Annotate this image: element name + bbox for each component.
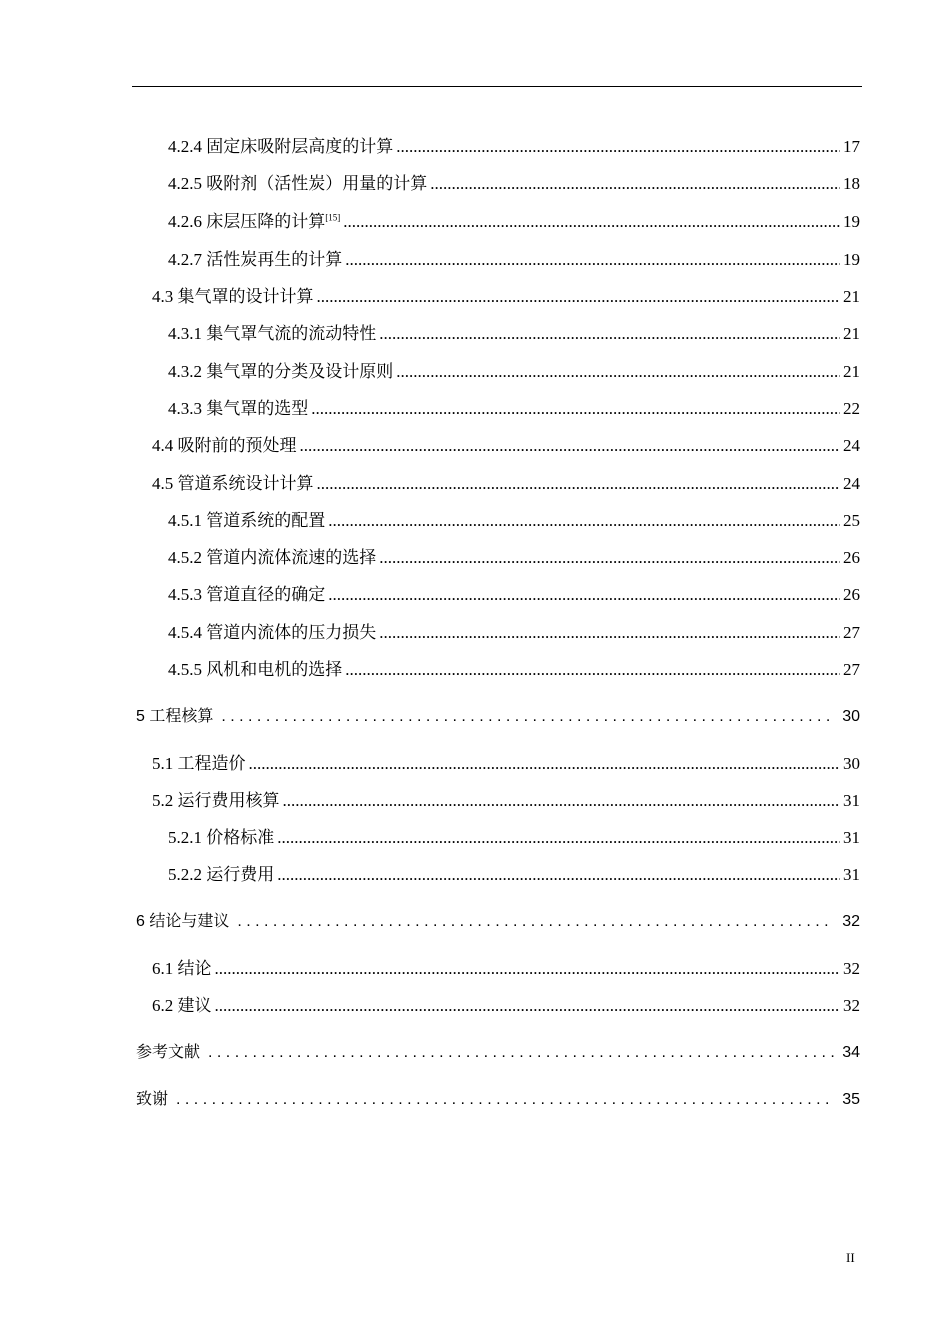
toc-entry-page: 32 <box>843 996 860 1015</box>
toc-entry-label: 5.2 运行费用核算 <box>152 791 280 810</box>
toc-entry-label: 参考文献 <box>136 1044 201 1061</box>
toc-entry-page: 27 <box>843 660 860 679</box>
toc-entry-label: 6.1 结论 <box>152 959 212 978</box>
toc-entry-4-3-3[interactable] <box>168 397 860 421</box>
toc-entry-page: 32 <box>843 959 860 978</box>
toc-entry-page: 24 <box>843 436 860 455</box>
toc-entry-label: 4.2.4 固定床吸附层高度的计算 <box>168 137 394 156</box>
toc-leader-dots <box>343 210 840 234</box>
toc-leader-dots <box>328 509 840 533</box>
toc-entry-label: 4.4 吸附前的预处理 <box>152 436 297 455</box>
page-number: II <box>846 1250 855 1265</box>
toc-entry-page: 26 <box>843 585 860 604</box>
toc-leader-dots <box>430 172 840 196</box>
toc-entry-page: 27 <box>843 623 860 642</box>
toc-entry-label: 4.5.3 管道直径的确定 <box>168 585 326 604</box>
toc-entry-label: 4.5.4 管道内流体的压力损失 <box>168 623 377 642</box>
toc-leader-dots <box>277 826 840 850</box>
toc-entry-4-3-2[interactable] <box>168 360 860 384</box>
toc-entry-label: 4.3 集气罩的设计计算 <box>152 287 314 306</box>
toc-entry-4-2-5[interactable] <box>168 172 860 196</box>
toc-leader-dots <box>249 752 841 776</box>
toc-entry-page: 17 <box>843 137 860 156</box>
toc-entry-4-3-1[interactable] <box>168 322 860 346</box>
toc-entry-4-2-6[interactable] <box>168 210 860 234</box>
toc-leader-dots <box>396 360 840 384</box>
toc-entry-5-1[interactable] <box>152 752 860 776</box>
toc-entry-page: 19 <box>843 212 860 231</box>
toc-leader-dots <box>345 658 840 682</box>
toc-entry-acknowledgements[interactable] <box>136 1088 860 1112</box>
toc-leader-dots <box>345 248 840 272</box>
toc-entry-label: 4.2.7 活性炭再生的计算 <box>168 250 343 269</box>
toc-leader-dots <box>379 621 840 645</box>
toc-entry-page: 30 <box>843 754 860 773</box>
toc-entry-label: 5 工程核算 <box>136 708 214 725</box>
toc-entry-page: 21 <box>843 324 860 343</box>
toc-entry-page: 31 <box>843 865 860 884</box>
toc-leader-dots <box>221 705 834 729</box>
toc-entry-page: 32 <box>842 913 860 930</box>
toc-entry-6-2[interactable] <box>152 994 860 1018</box>
toc-entry-4-5-4[interactable] <box>168 621 860 645</box>
toc-entry-page: 35 <box>842 1091 860 1108</box>
toc-leader-dots <box>300 434 841 458</box>
toc-entry-5-2[interactable] <box>152 789 860 813</box>
toc-entry-label: 4.5.2 管道内流体流速的选择 <box>168 548 377 567</box>
toc-entry-5-2-2[interactable] <box>168 863 860 887</box>
toc-entry-label: 4.5.1 管道系统的配置 <box>168 511 326 530</box>
toc-entry-4-5-3[interactable] <box>168 583 860 607</box>
toc-entry-label: 5.2.2 运行费用 <box>168 865 275 884</box>
toc-leader-dots <box>176 1088 834 1112</box>
toc-entry-4-4[interactable] <box>152 434 860 458</box>
toc-entry-6-1[interactable] <box>152 957 860 981</box>
toc-entry-5-2-1[interactable] <box>168 826 860 850</box>
toc-entry-label-text: 4.2.6 床层压降的计算 <box>168 212 326 231</box>
toc-entry-4-2-4[interactable] <box>168 135 860 159</box>
toc-entry-page: 31 <box>843 791 860 810</box>
toc-entry-label: 4.3.1 集气罩气流的流动特性 <box>168 324 377 343</box>
toc-entry-label: 4.2.5 吸附剂（活性炭）用量的计算 <box>168 174 428 193</box>
toc-entry-page: 25 <box>843 511 860 530</box>
toc-leader-dots <box>379 322 840 346</box>
toc-entry-page: 24 <box>843 474 860 493</box>
toc-leader-dots <box>317 472 841 496</box>
toc-entry-label: 致谢 <box>136 1091 169 1108</box>
toc-leader-dots <box>215 957 841 981</box>
toc-entry-page: 19 <box>843 250 860 269</box>
toc-entry-chapter-5[interactable] <box>136 705 860 729</box>
toc-leader-dots <box>237 910 834 934</box>
toc-entry-4-2-7[interactable] <box>168 248 860 272</box>
toc-entry-label: 4.3.2 集气罩的分类及设计原则 <box>168 362 394 381</box>
toc-leader-dots <box>283 789 841 813</box>
toc-entry-chapter-6[interactable] <box>136 910 860 934</box>
toc-entry-label: 6 结论与建议 <box>136 913 230 930</box>
toc-entry-4-5-2[interactable] <box>168 546 860 570</box>
toc-entry-4-5[interactable] <box>152 472 860 496</box>
toc-leader-dots <box>328 583 840 607</box>
toc-leader-dots <box>379 546 840 570</box>
toc-entry-page: 34 <box>842 1044 860 1061</box>
toc-entry-label: 4.5 管道系统设计计算 <box>152 474 314 493</box>
toc-entry-label: 5.2.1 价格标准 <box>168 828 275 847</box>
toc-leader-dots <box>311 397 840 421</box>
citation-ref: [15] <box>325 212 341 223</box>
toc-leader-dots <box>208 1041 834 1065</box>
toc-entry-page: 31 <box>843 828 860 847</box>
toc-entry-page: 26 <box>843 548 860 567</box>
toc-leader-dots <box>317 285 841 309</box>
toc-entry-4-5-5[interactable] <box>168 658 860 682</box>
toc-entry-page: 30 <box>842 708 860 725</box>
toc-entry-label <box>168 210 340 234</box>
toc-leader-dots <box>277 863 840 887</box>
toc-entry-page: 18 <box>843 174 860 193</box>
toc-entry-label: 4.5.5 风机和电机的选择 <box>168 660 343 679</box>
toc-leader-dots <box>215 994 841 1018</box>
toc-entry-label: 5.1 工程造价 <box>152 754 246 773</box>
toc-entry-4-3[interactable] <box>152 285 860 309</box>
toc-entry-label: 6.2 建议 <box>152 996 212 1015</box>
toc-entry-4-5-1[interactable] <box>168 509 860 533</box>
toc-entry-references[interactable] <box>136 1041 860 1065</box>
toc-leader-dots <box>396 135 840 159</box>
toc-entry-page: 22 <box>843 399 860 418</box>
toc-entry-label: 4.3.3 集气罩的选型 <box>168 399 309 418</box>
toc-entry-page: 21 <box>843 287 860 306</box>
toc-entry-page: 21 <box>843 362 860 381</box>
